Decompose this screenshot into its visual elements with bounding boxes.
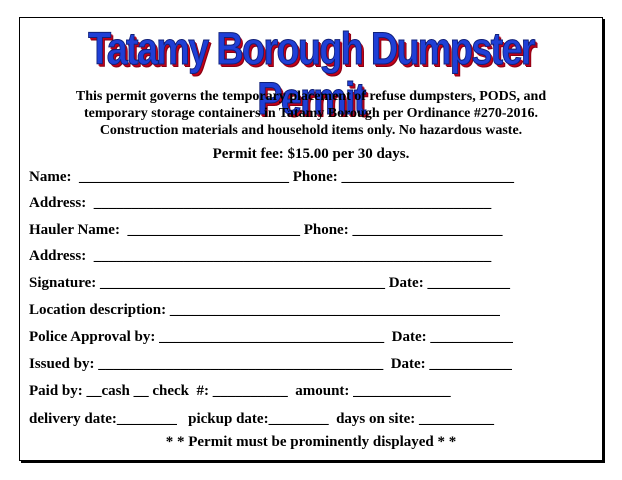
police-approval-field[interactable]: Police Approval by: ______________________________ Date: ___________ <box>29 329 513 345</box>
address-field[interactable]: Address: _____________________________________________________ <box>29 195 492 211</box>
intro-line: Construction materials and household items only. No hazardous waste. <box>99 123 523 138</box>
hauler-address-field[interactable]: Address: _____________________________________________________ <box>29 248 492 264</box>
signature-date-field[interactable]: Signature: ______________________________________ Date: ___________ <box>29 275 510 291</box>
hauler-name-phone-field[interactable]: Hauler Name: _______________________ Phone: ____________________ <box>29 222 503 238</box>
permit-form <box>19 17 603 461</box>
intro-line: This permit governs the temporary placement of refuse dumpsters, PODS, and <box>75 89 547 104</box>
permit-title: Tatamy Borough Dumpster Permit <box>88 23 534 124</box>
permit-intro <box>30 88 592 139</box>
payment-field[interactable]: Paid by: __cash __ check #: __________ amount: _____________ <box>29 383 451 399</box>
location-description-field[interactable]: Location description: ____________________________________________ <box>29 302 500 318</box>
dates-field[interactable]: delivery date:________ pickup date:________ days on site: __________ <box>29 411 494 427</box>
issued-by-field[interactable]: Issued by: ______________________________________ Date: ___________ <box>29 356 512 372</box>
intro-line: temporary storage containers in Tatamy Borough per Ordinance #270-2016. <box>83 106 539 121</box>
permit-fee: Permit fee: $15.00 per 30 days. <box>212 146 410 162</box>
display-notice: * * Permit must be prominently displayed * * <box>165 434 457 450</box>
name-phone-field[interactable]: Name: ____________________________ Phone: _______________________ <box>29 169 514 185</box>
